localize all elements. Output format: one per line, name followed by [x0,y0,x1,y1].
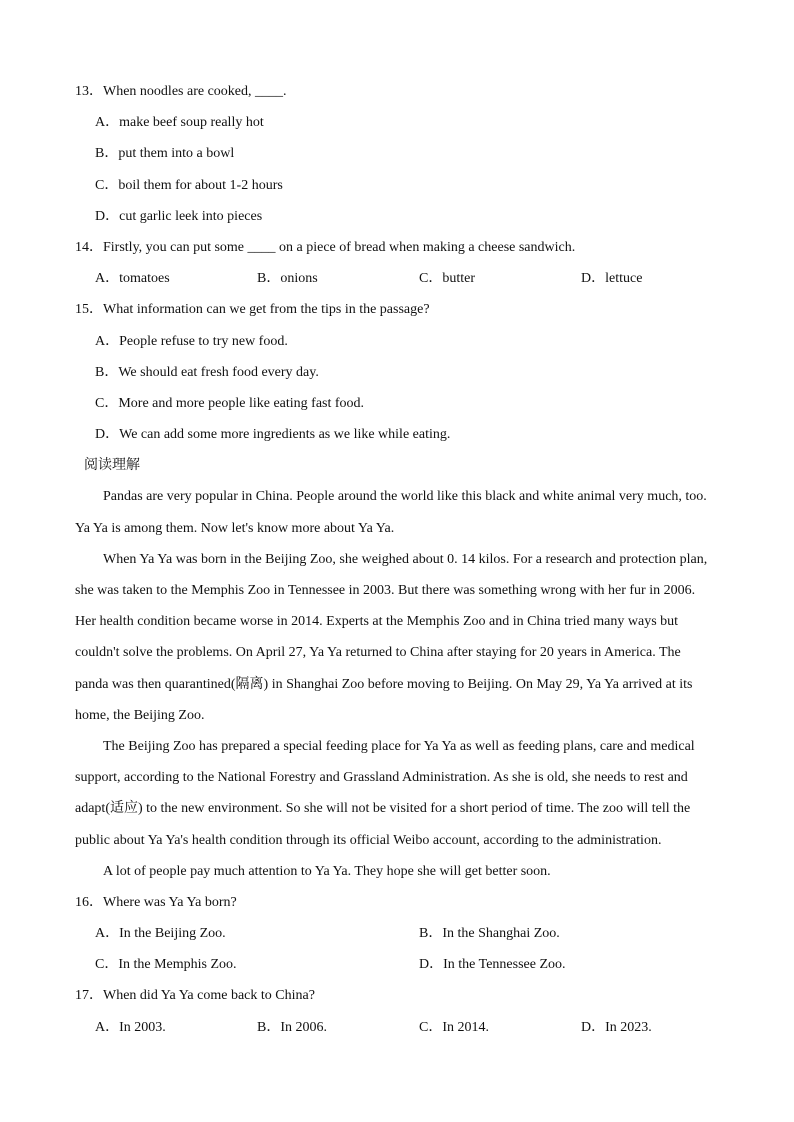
question-17-option-c: C．In 2014. [419,1019,489,1035]
passage-line: she was taken to the Memphis Zoo in Tennessee in 2003. But there was something wrong with her fur in 2006. [75,583,696,598]
question-17-option-a: A．In 2003. [95,1019,166,1035]
question-15-stem: 15．What information can we get from the tips in the passage? [75,302,430,318]
question-17-option-d: D．In 2023. [581,1019,652,1035]
passage-line: support, according to the National Forestry and Grassland Administration. As she is old, she needs to rest and [75,770,688,786]
question-16-options-row2 [75,949,735,980]
passage-line: panda was then quarantined(隔离) in Shanghai Zoo before moving to Beijing. On May 29, Ya Ya arrived at its [75,676,693,692]
passage-line: Her health condition became worse in 2014. Experts at the Memphis Zoo and in China tried many ways but [75,614,679,630]
question-13-option-a: A．make beef soup really hot [95,115,264,131]
question-16-option-b: B．In the Shanghai Zoo. [419,926,560,942]
passage-line: Pandas are very popular in China. People around the world like this black and white animal very much, too. [103,489,707,505]
question-14-options [75,263,735,294]
question-14-option-d: D．lettuce [581,271,643,287]
question-14-option-a: A．tomatoes [95,271,170,287]
question-13-option-d: D．cut garlic leek into pieces [95,208,263,224]
question-15-option-a: A．People refuse to try new food. [95,333,288,349]
question-17-stem: 17．When did Ya Ya come back to China? [75,988,315,1004]
question-15-option-b: B．We should eat fresh food every day. [95,364,319,380]
question-16-option-a: A．In the Beijing Zoo. [95,926,226,942]
passage-line: couldn't solve the problems. On April 27, Ya Ya returned to China after staying for 20 years in America. The [75,645,681,661]
passage-line: home, the Beijing Zoo. [75,707,205,723]
question-16-option-d: D．In the Tennessee Zoo. [419,957,566,973]
passage-line: A lot of people pay much attention to Ya Ya. They hope she will get better soon. [103,863,551,879]
question-16-option-c: C．In the Memphis Zoo. [95,957,237,973]
question-13-stem: 13．When noodles are cooked, ____. [75,84,287,99]
question-16-options-row1 [75,918,735,949]
passage-line: Ya Ya is among them. Now let's know more about Ya Ya. [75,520,395,536]
question-13-option-c: C．boil them for about 1-2 hours [95,177,283,193]
question-16-stem: 16．Where was Ya Ya born? [75,894,237,910]
question-14-stem: 14．Firstly, you can put some ____ on a piece of bread when making a cheese sandwich. [75,239,576,255]
document-page [75,76,735,1043]
passage-line: adapt(适应) to the new environment. So she will not be visited for a short period of time. The zoo will tell the [75,801,691,817]
question-17-option-b: B．In 2006. [257,1019,327,1035]
question-14-option-c: C．butter [419,271,475,287]
question-13-option-b: B．put them into a bowl [95,146,235,162]
question-14-option-b: B．onions [257,271,318,287]
question-15-option-c: C．More and more people like eating fast food. [95,395,365,411]
passage-line: The Beijing Zoo has prepared a special feeding place for Ya Ya as well as feeding plans, care and medical [103,738,695,754]
passage-line: public about Ya Ya's health condition through its official Weibo account, according to the administration. [75,832,662,848]
passage-line: When Ya Ya was born in the Beijing Zoo, she weighed about 0. 14 kilos. For a research and protection plan, [103,551,708,567]
section-heading: 阅读理解 [84,458,140,474]
question-15-option-d: D．We can add some more ingredients as we like while eating. [95,427,451,443]
question-17-options [75,1012,735,1043]
